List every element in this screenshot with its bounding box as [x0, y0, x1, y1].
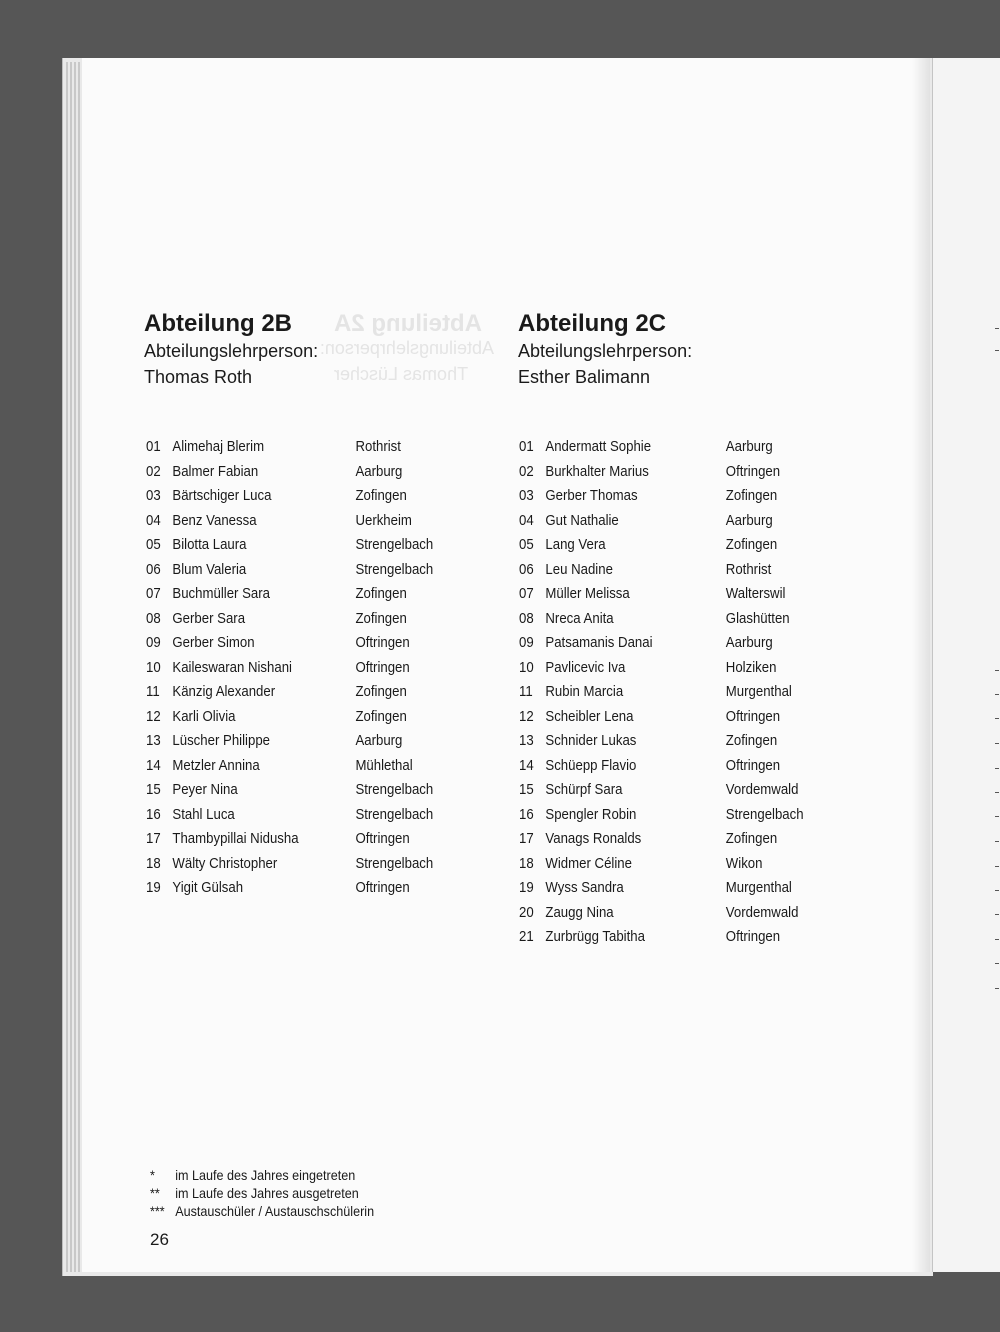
student-number: 14: [519, 756, 534, 774]
student-name: Karli Olivia: [172, 707, 236, 725]
student-town: Glashütten: [725, 609, 790, 627]
student-town: Wikon: [725, 854, 763, 872]
student-number: 03: [146, 487, 161, 504]
student-name: Patsamanis Danai: [545, 634, 653, 651]
student-number: 12: [146, 707, 161, 725]
student-town: Zofingen: [725, 732, 778, 749]
student-number: 19: [146, 879, 161, 896]
footnote-mark: ***: [150, 1203, 165, 1219]
student-number: 18: [519, 854, 534, 872]
student-number: 05: [146, 536, 161, 553]
student-town: Oftringen: [355, 830, 410, 847]
student-name: Scheibler Lena: [545, 707, 634, 725]
student-name: Gerber Thomas: [545, 487, 638, 504]
teacher-label: Abteilungslehrperson:: [144, 341, 319, 361]
student-number: 14: [146, 756, 161, 774]
student-number: 15: [146, 781, 161, 798]
student-name: Gut Nathalie: [545, 511, 619, 529]
student-number: 15: [519, 781, 534, 798]
section-title: Abteilung 2C: [518, 310, 666, 337]
student-town: Zofingen: [355, 683, 407, 700]
student-town: Aarburg: [355, 732, 403, 749]
section-title: Abteilung 2B: [144, 310, 292, 337]
student-town: Strengelbach: [355, 805, 434, 823]
student-name: Wyss Sandra: [545, 879, 624, 896]
student-number: 09: [519, 634, 534, 651]
show-through-title: Abteilung 2A: [334, 310, 482, 337]
page-edge: [66, 62, 68, 1272]
student-name: Benz Vanessa: [172, 511, 257, 529]
student-town: Mühlethal: [355, 756, 413, 774]
student-town: Strengelbach: [725, 805, 804, 823]
student-name: Buchmüller Sara: [172, 585, 270, 602]
student-town: Zofingen: [355, 609, 407, 627]
student-number: 11: [519, 683, 533, 700]
student-number: 13: [146, 732, 161, 749]
student-number: 17: [146, 830, 161, 847]
student-name: Stahl Luca: [172, 805, 235, 823]
student-number: 13: [519, 732, 534, 749]
student-town: Uerkheim: [355, 511, 412, 529]
student-number: 01: [146, 438, 161, 455]
facing-page: [932, 58, 1000, 1272]
section-2c-header: [518, 310, 692, 390]
student-number: 02: [519, 462, 534, 480]
show-through-label: Abteilungslehrperson:: [319, 338, 494, 358]
student-town: Strengelbach: [355, 536, 434, 553]
student-town: Murgenthal: [725, 683, 792, 700]
student-name: Vanags Ronalds: [545, 830, 642, 847]
student-town: Zofingen: [355, 707, 407, 725]
student-name: Gerber Simon: [172, 634, 255, 651]
student-town: Holziken: [725, 658, 777, 676]
page-edge: [70, 62, 72, 1272]
student-name: Yigit Gülsah: [172, 879, 244, 896]
student-name: Känzig Alexander: [172, 683, 276, 700]
student-name: Widmer Céline: [545, 854, 632, 872]
student-number: 19: [519, 879, 534, 896]
student-number: 04: [519, 511, 534, 529]
student-name: Lüscher Philippe: [172, 732, 270, 749]
footnote-text: im Laufe des Jahres eingetreten: [175, 1167, 356, 1183]
student-town: Zofingen: [725, 830, 778, 847]
student-town: Zofingen: [725, 487, 778, 504]
student-name: Wälty Christopher: [172, 854, 278, 872]
student-name: Andermatt Sophie: [545, 438, 652, 455]
student-name: Schürpf Sara: [545, 781, 623, 798]
student-number: 10: [519, 658, 534, 676]
student-town: Zofingen: [355, 585, 407, 602]
student-town: Aarburg: [725, 438, 773, 455]
student-number: 06: [146, 560, 161, 578]
student-name: Peyer Nina: [172, 781, 238, 798]
student-town: Vordemwald: [725, 781, 799, 798]
student-number: 11: [146, 683, 160, 700]
student-number: 21: [519, 928, 534, 945]
footnote-text: Austauschüler / Austauschschülerin: [175, 1203, 375, 1219]
student-town: Walterswil: [725, 585, 786, 602]
teacher-label: Abteilungslehrperson:: [518, 341, 693, 361]
student-name: Blum Valeria: [172, 560, 247, 578]
student-town: Oftringen: [725, 756, 781, 774]
document-page: [82, 58, 930, 1272]
student-number: 12: [519, 707, 534, 725]
student-town: Strengelbach: [355, 560, 434, 578]
student-name: Bilotta Laura: [172, 536, 247, 553]
footnote-text: im Laufe des Jahres ausgetreten: [175, 1185, 359, 1201]
student-number: 16: [146, 805, 161, 823]
page-number: 26: [150, 1230, 169, 1249]
student-name: Schnider Lukas: [545, 732, 637, 749]
student-town: Rothrist: [355, 438, 401, 455]
section-2b-header: [144, 310, 318, 390]
student-number: 07: [146, 585, 161, 602]
student-number: 06: [519, 560, 534, 578]
student-name: Metzler Annina: [172, 756, 260, 774]
student-town: Oftringen: [355, 658, 410, 676]
student-name: Spengler Robin: [545, 805, 637, 823]
student-town: Strengelbach: [355, 781, 434, 798]
student-number: 17: [519, 830, 534, 847]
student-name: Balmer Fabian: [172, 462, 259, 480]
student-town: Oftringen: [725, 462, 781, 480]
student-name: Rubin Marcia: [545, 683, 624, 700]
teacher-name: Esther Balimann: [518, 367, 651, 387]
student-town: Strengelbach: [355, 854, 434, 872]
student-name: Schüepp Flavio: [545, 756, 637, 774]
student-name: Lang Vera: [545, 536, 606, 553]
student-name: Kaileswaran Nishani: [172, 658, 292, 676]
student-town: Oftringen: [725, 707, 781, 725]
student-number: 09: [146, 634, 161, 651]
student-town: Oftringen: [725, 928, 781, 945]
gutter-shadow: [912, 58, 930, 1272]
student-name: Nreca Anita: [545, 609, 614, 627]
student-number: 05: [519, 536, 534, 553]
student-name: Zurbrügg Tabitha: [545, 928, 645, 945]
student-number: 10: [146, 658, 161, 676]
student-number: 02: [146, 462, 161, 480]
student-name: Bärtschiger Luca: [172, 487, 272, 504]
student-number: 01: [519, 438, 534, 455]
student-number: 08: [519, 609, 534, 627]
footnote-mark: *: [150, 1167, 155, 1183]
teacher-name: Thomas Roth: [144, 367, 253, 387]
student-name: Leu Nadine: [545, 560, 613, 578]
page-edge: [78, 62, 80, 1272]
student-town: Murgenthal: [725, 879, 792, 896]
student-town: Oftringen: [355, 879, 410, 896]
student-town: Aarburg: [355, 462, 403, 480]
student-number: 08: [146, 609, 161, 627]
student-name: Alimehaj Blerim: [172, 438, 265, 455]
student-town: Vordemwald: [725, 903, 799, 921]
student-name: Zaugg Nina: [545, 903, 614, 921]
footnote-mark: **: [150, 1185, 160, 1201]
student-town: Zofingen: [725, 536, 778, 553]
student-number: 16: [519, 805, 534, 823]
student-number: 04: [146, 511, 161, 529]
student-name: Burkhalter Marius: [545, 462, 649, 480]
student-name: Müller Melissa: [545, 585, 630, 602]
student-town: Oftringen: [355, 634, 410, 651]
page-edge: [74, 62, 76, 1272]
student-town: Zofingen: [355, 487, 407, 504]
student-number: 18: [146, 854, 161, 872]
show-through-teacher: Thomas Lüscher: [334, 364, 469, 384]
student-town: Rothrist: [725, 560, 772, 578]
student-name: Gerber Sara: [172, 609, 246, 627]
student-name: Thambypillai Nidusha: [172, 830, 299, 847]
student-town: Aarburg: [725, 511, 773, 529]
student-name: Pavlicevic Iva: [545, 658, 626, 676]
student-number: 07: [519, 585, 534, 602]
student-number: 03: [519, 487, 534, 504]
student-town: Aarburg: [725, 634, 773, 651]
student-number: 20: [519, 903, 534, 921]
